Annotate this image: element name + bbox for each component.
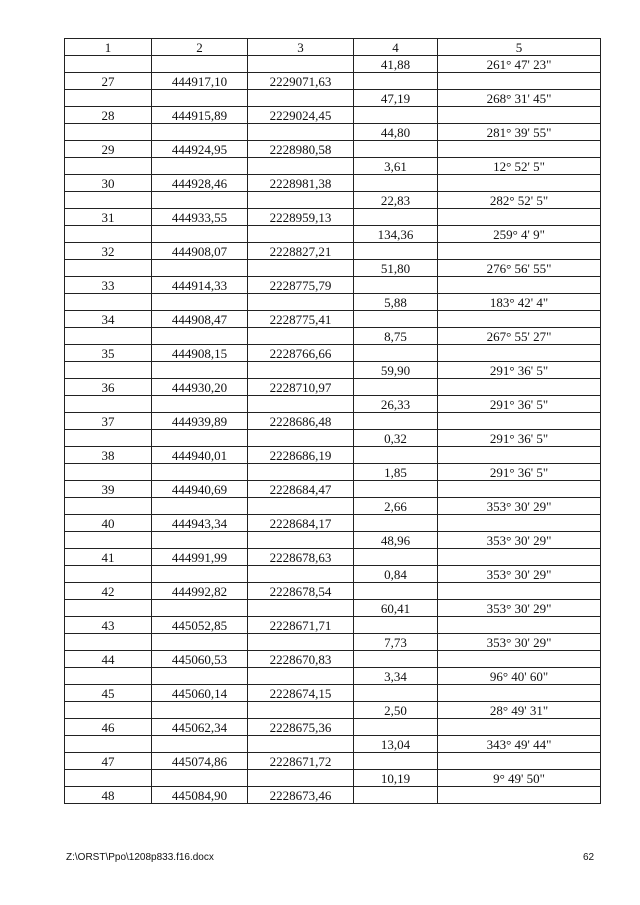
cell-bearing: [438, 277, 601, 294]
cell-bearing: [438, 243, 601, 260]
cell-distance: [354, 515, 438, 532]
cell-distance: [354, 617, 438, 634]
header-cell-y: 3: [248, 39, 354, 56]
cell-bearing: 96° 40' 60": [438, 668, 601, 685]
cell-point-number: [65, 294, 152, 311]
cell-x: [152, 192, 248, 209]
cell-point-number: 43: [65, 617, 152, 634]
cell-x: 444930,20: [152, 379, 248, 396]
table-row: [65, 549, 601, 566]
table-row: [65, 515, 601, 532]
cell-y: [248, 634, 354, 651]
table-row: [65, 413, 601, 430]
cell-bearing: 281° 39' 55": [438, 124, 601, 141]
cell-distance: [354, 719, 438, 736]
cell-point-number: [65, 226, 152, 243]
cell-point-number: [65, 124, 152, 141]
cell-x: 444908,15: [152, 345, 248, 362]
cell-y: [248, 668, 354, 685]
cell-bearing: 291° 36' 5": [438, 396, 601, 413]
cell-distance: [354, 73, 438, 90]
cell-y: [248, 532, 354, 549]
cell-x: 444943,34: [152, 515, 248, 532]
table-row: [65, 668, 601, 685]
cell-x: 444939,89: [152, 413, 248, 430]
cell-point-number: [65, 192, 152, 209]
table-row: [65, 328, 601, 345]
cell-distance: 10,19: [354, 770, 438, 787]
cell-distance: [354, 447, 438, 464]
cell-distance: 26,33: [354, 396, 438, 413]
cell-point-number: [65, 430, 152, 447]
table-row: [65, 56, 601, 73]
cell-point-number: 42: [65, 583, 152, 600]
cell-distance: 44,80: [354, 124, 438, 141]
cell-y: 2228710,97: [248, 379, 354, 396]
cell-bearing: 353° 30' 29": [438, 600, 601, 617]
cell-point-number: 37: [65, 413, 152, 430]
cell-x: 444908,47: [152, 311, 248, 328]
cell-distance: 41,88: [354, 56, 438, 73]
cell-point-number: 41: [65, 549, 152, 566]
cell-distance: 51,80: [354, 260, 438, 277]
cell-point-number: [65, 362, 152, 379]
cell-point-number: 40: [65, 515, 152, 532]
cell-y: [248, 566, 354, 583]
cell-bearing: [438, 73, 601, 90]
coordinates-table: [64, 38, 601, 804]
cell-point-number: [65, 532, 152, 549]
cell-x: [152, 260, 248, 277]
cell-x: [152, 498, 248, 515]
cell-y: [248, 56, 354, 73]
cell-y: [248, 498, 354, 515]
cell-x: 444917,10: [152, 73, 248, 90]
table-row: [65, 243, 601, 260]
cell-bearing: [438, 719, 601, 736]
cell-bearing: 267° 55' 27": [438, 328, 601, 345]
table-row: [65, 209, 601, 226]
cell-x: [152, 328, 248, 345]
table-row: [65, 736, 601, 753]
cell-distance: 47,19: [354, 90, 438, 107]
table-row: [65, 277, 601, 294]
table-row: [65, 583, 601, 600]
cell-distance: [354, 209, 438, 226]
cell-x: 444928,46: [152, 175, 248, 192]
cell-point-number: 32: [65, 243, 152, 260]
cell-x: 444908,07: [152, 243, 248, 260]
cell-y: 2228678,63: [248, 549, 354, 566]
cell-bearing: [438, 107, 601, 124]
header-cell-x: 2: [152, 39, 248, 56]
cell-x: [152, 56, 248, 73]
cell-x: [152, 668, 248, 685]
cell-y: 2228686,48: [248, 413, 354, 430]
cell-x: [152, 362, 248, 379]
cell-x: 444992,82: [152, 583, 248, 600]
cell-distance: [354, 379, 438, 396]
cell-x: [152, 532, 248, 549]
cell-bearing: [438, 209, 601, 226]
cell-distance: 60,41: [354, 600, 438, 617]
table-row: [65, 498, 601, 515]
cell-bearing: [438, 345, 601, 362]
cell-x: 444915,89: [152, 107, 248, 124]
cell-y: 2228675,36: [248, 719, 354, 736]
cell-distance: 13,04: [354, 736, 438, 753]
cell-y: 2228673,46: [248, 787, 354, 804]
table-row: [65, 124, 601, 141]
cell-y: [248, 294, 354, 311]
cell-bearing: [438, 617, 601, 634]
table-row: [65, 311, 601, 328]
cell-bearing: [438, 583, 601, 600]
table-row: [65, 158, 601, 175]
cell-bearing: 276° 56' 55": [438, 260, 601, 277]
table-row: [65, 685, 601, 702]
cell-bearing: 12° 52' 5": [438, 158, 601, 175]
table-row: [65, 634, 601, 651]
table-row: [65, 379, 601, 396]
header-cell-bearing: 5: [438, 39, 601, 56]
cell-point-number: [65, 396, 152, 413]
cell-bearing: [438, 753, 601, 770]
cell-bearing: [438, 685, 601, 702]
cell-distance: 0,32: [354, 430, 438, 447]
cell-point-number: [65, 634, 152, 651]
cell-x: 445060,53: [152, 651, 248, 668]
cell-distance: 59,90: [354, 362, 438, 379]
cell-bearing: [438, 175, 601, 192]
cell-point-number: [65, 90, 152, 107]
footer-page-number: 62: [583, 852, 595, 863]
cell-point-number: 47: [65, 753, 152, 770]
table-row: [65, 175, 601, 192]
cell-y: 2228980,58: [248, 141, 354, 158]
cell-bearing: [438, 787, 601, 804]
table-row: [65, 481, 601, 498]
cell-point-number: [65, 260, 152, 277]
cell-x: [152, 430, 248, 447]
cell-point-number: 48: [65, 787, 152, 804]
cell-x: 445062,34: [152, 719, 248, 736]
cell-y: [248, 90, 354, 107]
cell-y: 2228981,38: [248, 175, 354, 192]
table-row: [65, 430, 601, 447]
table-body: [65, 56, 601, 804]
table-row: [65, 226, 601, 243]
cell-y: [248, 192, 354, 209]
table-header-row: [65, 39, 601, 56]
cell-y: 2228827,21: [248, 243, 354, 260]
cell-x: 444933,55: [152, 209, 248, 226]
cell-x: 444940,69: [152, 481, 248, 498]
cell-x: 445074,86: [152, 753, 248, 770]
cell-x: [152, 464, 248, 481]
cell-bearing: 353° 30' 29": [438, 498, 601, 515]
cell-y: [248, 226, 354, 243]
cell-y: [248, 124, 354, 141]
cell-y: [248, 600, 354, 617]
cell-distance: [354, 583, 438, 600]
table-row: [65, 651, 601, 668]
cell-distance: [354, 413, 438, 430]
cell-distance: [354, 685, 438, 702]
cell-point-number: [65, 702, 152, 719]
cell-x: [152, 396, 248, 413]
cell-distance: [354, 311, 438, 328]
cell-y: 2228684,17: [248, 515, 354, 532]
cell-y: 2228674,15: [248, 685, 354, 702]
cell-distance: [354, 141, 438, 158]
cell-bearing: 28° 49' 31": [438, 702, 601, 719]
cell-bearing: [438, 515, 601, 532]
cell-point-number: 45: [65, 685, 152, 702]
table-row: [65, 770, 601, 787]
cell-distance: 3,61: [354, 158, 438, 175]
table-row: [65, 719, 601, 736]
cell-distance: [354, 345, 438, 362]
cell-distance: [354, 481, 438, 498]
cell-distance: 48,96: [354, 532, 438, 549]
cell-bearing: [438, 379, 601, 396]
table-row: [65, 447, 601, 464]
cell-y: [248, 702, 354, 719]
cell-x: [152, 226, 248, 243]
cell-bearing: [438, 141, 601, 158]
table-row: [65, 464, 601, 481]
cell-point-number: 44: [65, 651, 152, 668]
cell-point-number: 35: [65, 345, 152, 362]
cell-y: 2228959,13: [248, 209, 354, 226]
cell-distance: 1,85: [354, 464, 438, 481]
header-cell-point-number: 1: [65, 39, 152, 56]
cell-y: 2228686,19: [248, 447, 354, 464]
cell-distance: 2,50: [354, 702, 438, 719]
table-row: [65, 192, 601, 209]
cell-bearing: [438, 651, 601, 668]
cell-y: [248, 362, 354, 379]
cell-distance: 2,66: [354, 498, 438, 515]
cell-distance: 8,75: [354, 328, 438, 345]
cell-distance: 7,73: [354, 634, 438, 651]
cell-bearing: 353° 30' 29": [438, 532, 601, 549]
table-row: [65, 787, 601, 804]
cell-point-number: 36: [65, 379, 152, 396]
cell-x: 445060,14: [152, 685, 248, 702]
cell-x: 444914,33: [152, 277, 248, 294]
cell-point-number: [65, 566, 152, 583]
cell-bearing: 268° 31' 45": [438, 90, 601, 107]
cell-x: [152, 294, 248, 311]
cell-bearing: [438, 481, 601, 498]
table-row: [65, 362, 601, 379]
cell-distance: [354, 753, 438, 770]
cell-x: [152, 600, 248, 617]
cell-y: 2229024,45: [248, 107, 354, 124]
cell-bearing: [438, 447, 601, 464]
cell-point-number: 34: [65, 311, 152, 328]
cell-bearing: 282° 52' 5": [438, 192, 601, 209]
cell-y: 2228766,66: [248, 345, 354, 362]
cell-y: [248, 736, 354, 753]
cell-y: 2229071,63: [248, 73, 354, 90]
cell-y: 2228670,83: [248, 651, 354, 668]
cell-point-number: 33: [65, 277, 152, 294]
table-row: [65, 600, 601, 617]
cell-distance: [354, 549, 438, 566]
cell-bearing: 353° 30' 29": [438, 566, 601, 583]
cell-y: [248, 770, 354, 787]
cell-x: [152, 158, 248, 175]
cell-point-number: [65, 328, 152, 345]
cell-x: 445052,85: [152, 617, 248, 634]
cell-y: [248, 158, 354, 175]
cell-point-number: [65, 56, 152, 73]
table-row: [65, 294, 601, 311]
cell-bearing: 9° 49' 50": [438, 770, 601, 787]
cell-bearing: 261° 47' 23": [438, 56, 601, 73]
cell-x: 444940,01: [152, 447, 248, 464]
cell-y: 2228775,41: [248, 311, 354, 328]
cell-y: 2228678,54: [248, 583, 354, 600]
footer-file-path: Z:\ORST\Ppo\1208p833.f16.docx: [66, 852, 214, 863]
table-row: [65, 345, 601, 362]
cell-point-number: 31: [65, 209, 152, 226]
table-row: [65, 396, 601, 413]
cell-x: [152, 566, 248, 583]
cell-bearing: 291° 36' 5": [438, 430, 601, 447]
table-row: [65, 107, 601, 124]
table-row: [65, 566, 601, 583]
cell-y: 2228684,47: [248, 481, 354, 498]
cell-distance: 22,83: [354, 192, 438, 209]
table-row: [65, 260, 601, 277]
cell-distance: [354, 107, 438, 124]
cell-x: [152, 90, 248, 107]
cell-x: [152, 702, 248, 719]
cell-distance: [354, 651, 438, 668]
cell-bearing: 259° 4' 9": [438, 226, 601, 243]
cell-point-number: 38: [65, 447, 152, 464]
cell-bearing: 343° 49' 44": [438, 736, 601, 753]
cell-bearing: 291° 36' 5": [438, 362, 601, 379]
cell-x: [152, 124, 248, 141]
table-row: [65, 141, 601, 158]
cell-point-number: 29: [65, 141, 152, 158]
cell-x: 445084,90: [152, 787, 248, 804]
cell-distance: [354, 243, 438, 260]
table-row: [65, 73, 601, 90]
cell-bearing: 291° 36' 5": [438, 464, 601, 481]
cell-bearing: 183° 42' 4": [438, 294, 601, 311]
cell-point-number: 46: [65, 719, 152, 736]
table-row: [65, 532, 601, 549]
cell-x: 444924,95: [152, 141, 248, 158]
cell-y: [248, 430, 354, 447]
cell-point-number: [65, 736, 152, 753]
cell-point-number: [65, 498, 152, 515]
cell-bearing: 353° 30' 29": [438, 634, 601, 651]
cell-y: 2228671,71: [248, 617, 354, 634]
cell-point-number: [65, 464, 152, 481]
cell-x: [152, 770, 248, 787]
cell-point-number: 27: [65, 73, 152, 90]
cell-distance: [354, 175, 438, 192]
cell-y: [248, 396, 354, 413]
cell-distance: 134,36: [354, 226, 438, 243]
cell-y: 2228671,72: [248, 753, 354, 770]
cell-distance: 5,88: [354, 294, 438, 311]
cell-point-number: [65, 770, 152, 787]
table-row: [65, 617, 601, 634]
cell-distance: 0,84: [354, 566, 438, 583]
cell-distance: 3,34: [354, 668, 438, 685]
header-cell-distance: 4: [354, 39, 438, 56]
table-row: [65, 90, 601, 107]
cell-distance: [354, 787, 438, 804]
cell-point-number: [65, 668, 152, 685]
cell-point-number: [65, 600, 152, 617]
cell-x: 444991,99: [152, 549, 248, 566]
cell-point-number: [65, 158, 152, 175]
cell-point-number: 30: [65, 175, 152, 192]
cell-bearing: [438, 413, 601, 430]
cell-distance: [354, 277, 438, 294]
cell-y: [248, 328, 354, 345]
cell-y: [248, 260, 354, 277]
cell-y: 2228775,79: [248, 277, 354, 294]
table-row: [65, 702, 601, 719]
cell-x: [152, 634, 248, 651]
cell-point-number: 28: [65, 107, 152, 124]
cell-y: [248, 464, 354, 481]
cell-point-number: 39: [65, 481, 152, 498]
cell-bearing: [438, 311, 601, 328]
table-row: [65, 753, 601, 770]
cell-bearing: [438, 549, 601, 566]
cell-x: [152, 736, 248, 753]
